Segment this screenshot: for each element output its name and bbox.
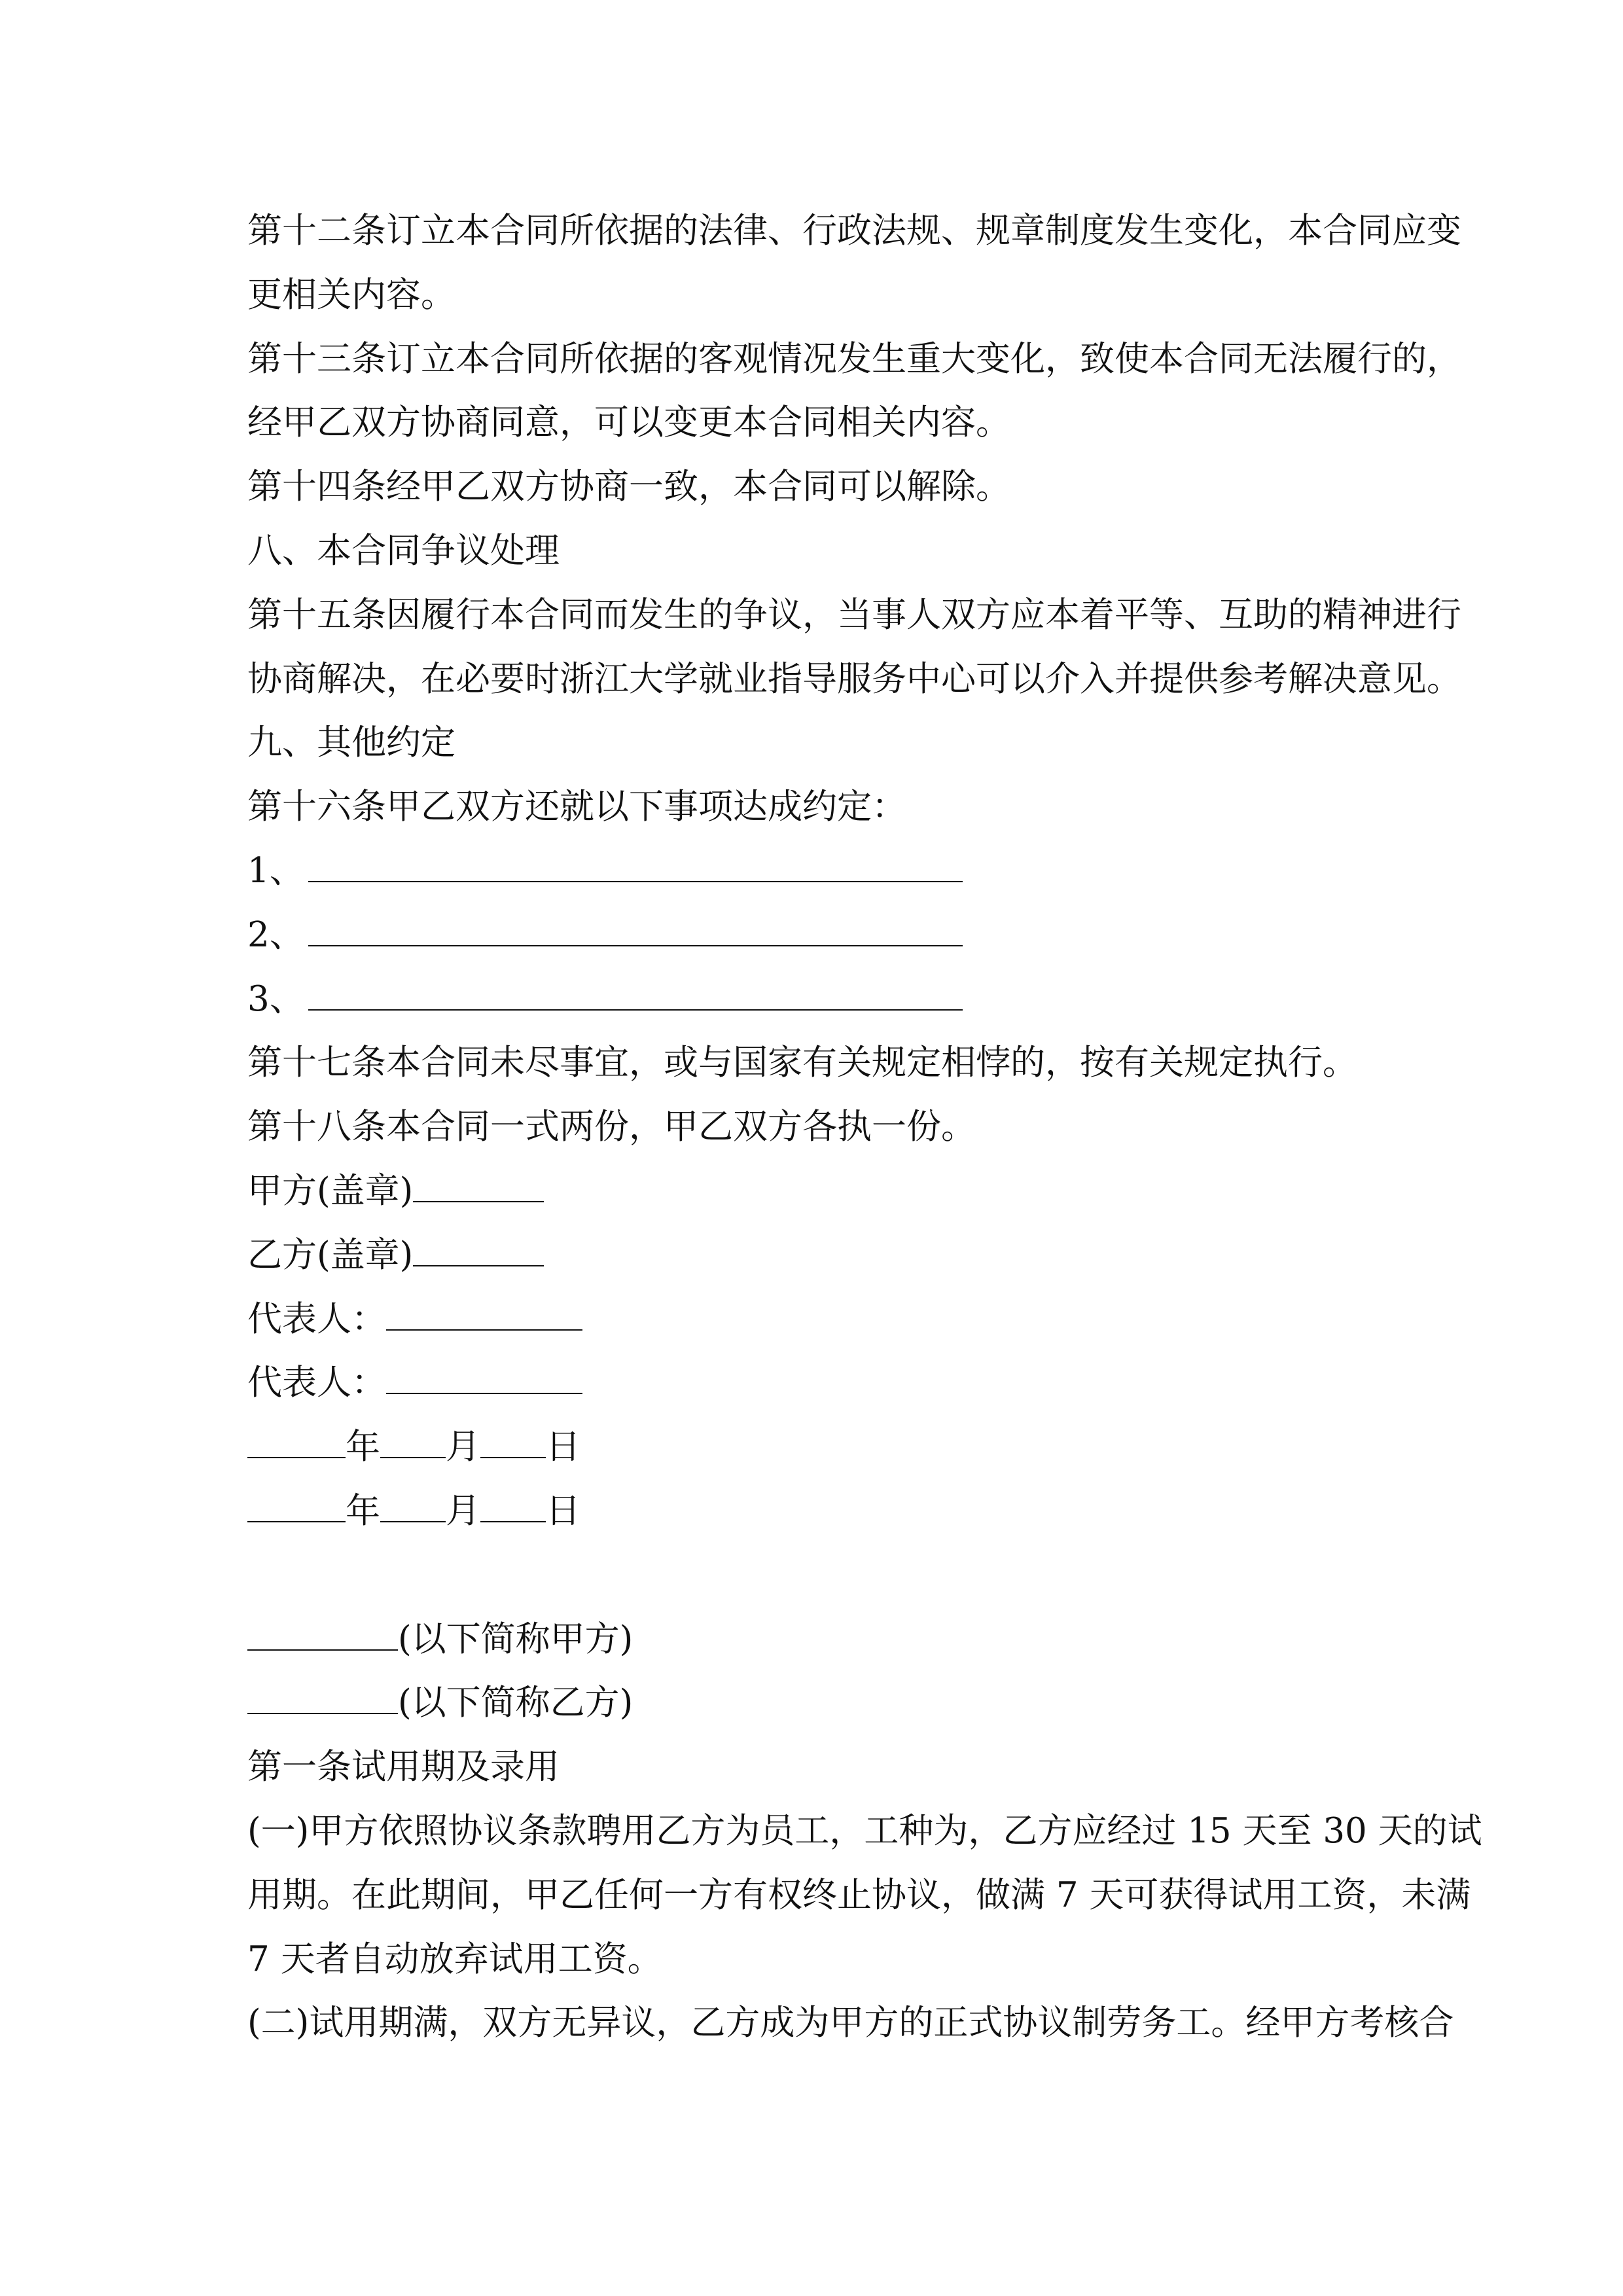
day-field[interactable] [480, 1418, 546, 1458]
paragraph-line: 用期。在此期间，甲乙任何一方有权终止协议，做满 7 天可获得试用工资，未满 [247, 1874, 1471, 1915]
paragraph-line: 第十四条经甲乙双方协商一致，本合同可以解除。 [247, 467, 1010, 507]
month-field[interactable] [380, 1482, 446, 1522]
label: 月 [446, 1490, 480, 1531]
blank-field[interactable] [386, 1290, 582, 1331]
label: 乙方(盖章) [247, 1234, 414, 1275]
year-field[interactable] [247, 1482, 346, 1522]
agreement-item-3 [247, 967, 1399, 1031]
label: 甲方(盖章) [247, 1170, 414, 1211]
blank-field[interactable] [413, 1162, 544, 1202]
item-number: 3、 [247, 978, 304, 1019]
paragraph-line: 第十六条甲乙双方还就以下事项达成约定： [247, 787, 906, 827]
section-heading: 九、其他约定 [247, 723, 455, 763]
paragraph-line: 更相关内容。 [247, 274, 455, 315]
label: 年 [346, 1490, 380, 1531]
representative-line [247, 1351, 1399, 1415]
paragraph-line: 7 天者自动放弃试用工资。 [247, 1939, 662, 1979]
paragraph-line: 第十二条订立本合同所依据的法律、行政法规、规章制度发生变化，本合同应变 [247, 211, 1461, 251]
document-page [247, 199, 1482, 2055]
agreement-item-1 [247, 839, 1399, 903]
agreement-item-2 [247, 903, 1399, 967]
label: 年 [346, 1427, 380, 1467]
label: (以下简称乙方) [398, 1683, 633, 1723]
day-field[interactable] [480, 1482, 546, 1522]
article-heading: 第一条试用期及录用 [247, 1747, 560, 1787]
blank-field[interactable] [413, 1226, 544, 1266]
paragraph-line: 第十七条本合同未尽事宜，或与国家有关规定相悖的，按有关规定执行。 [247, 1043, 1357, 1083]
blank-field[interactable] [308, 970, 963, 1011]
blank-field[interactable] [308, 842, 963, 882]
label: 日 [546, 1490, 580, 1531]
party-b-seal-line [247, 1223, 1399, 1287]
label: 月 [446, 1427, 480, 1467]
label: 代表人： [247, 1299, 386, 1339]
paragraph-line: 协商解决，在必要时浙江大学就业指导服务中心可以介入并提供参考解决意见。 [247, 658, 1461, 699]
paragraph-line: (一)甲方依照协议条款聘用乙方为员工，工种为，乙方应经过 15 天至 30 天的试 [247, 1810, 1482, 1851]
blank-field[interactable] [386, 1354, 582, 1394]
paragraph-line: 第十八条本合同一式两份，甲乙双方各执一份。 [247, 1107, 976, 1147]
item-number: 1、 [247, 850, 304, 891]
label: 日 [546, 1427, 580, 1467]
paragraph-line: (二)试用期满，双方无异议，乙方成为甲方的正式协议制劳务工。经甲方考核合 [247, 2003, 1454, 2043]
paragraph-line: 第十五条因履行本合同而发生的争议，当事人双方应本着平等、互助的精神进行 [247, 594, 1461, 635]
paragraph-line: 第十三条订立本合同所依据的客观情况发生重大变化，致使本合同无法履行的， [247, 338, 1461, 379]
blank-field[interactable] [247, 1610, 398, 1651]
party-a-seal-line [247, 1159, 1399, 1223]
party-a-line [247, 1607, 1399, 1672]
date-line [247, 1479, 1399, 1543]
label: (以下简称甲方) [398, 1619, 633, 1659]
section-heading: 八、本合同争议处理 [247, 530, 560, 571]
year-field[interactable] [247, 1418, 346, 1458]
paragraph-line: 经甲乙双方协商同意，可以变更本合同相关内容。 [247, 403, 1010, 443]
label: 代表人： [247, 1363, 386, 1403]
blank-field[interactable] [247, 1674, 398, 1714]
spacer [247, 1543, 1399, 1607]
month-field[interactable] [380, 1418, 446, 1458]
date-line [247, 1415, 1399, 1479]
representative-line [247, 1287, 1399, 1352]
blank-field[interactable] [308, 906, 963, 946]
party-b-line [247, 1671, 1399, 1735]
item-number: 2、 [247, 914, 304, 955]
